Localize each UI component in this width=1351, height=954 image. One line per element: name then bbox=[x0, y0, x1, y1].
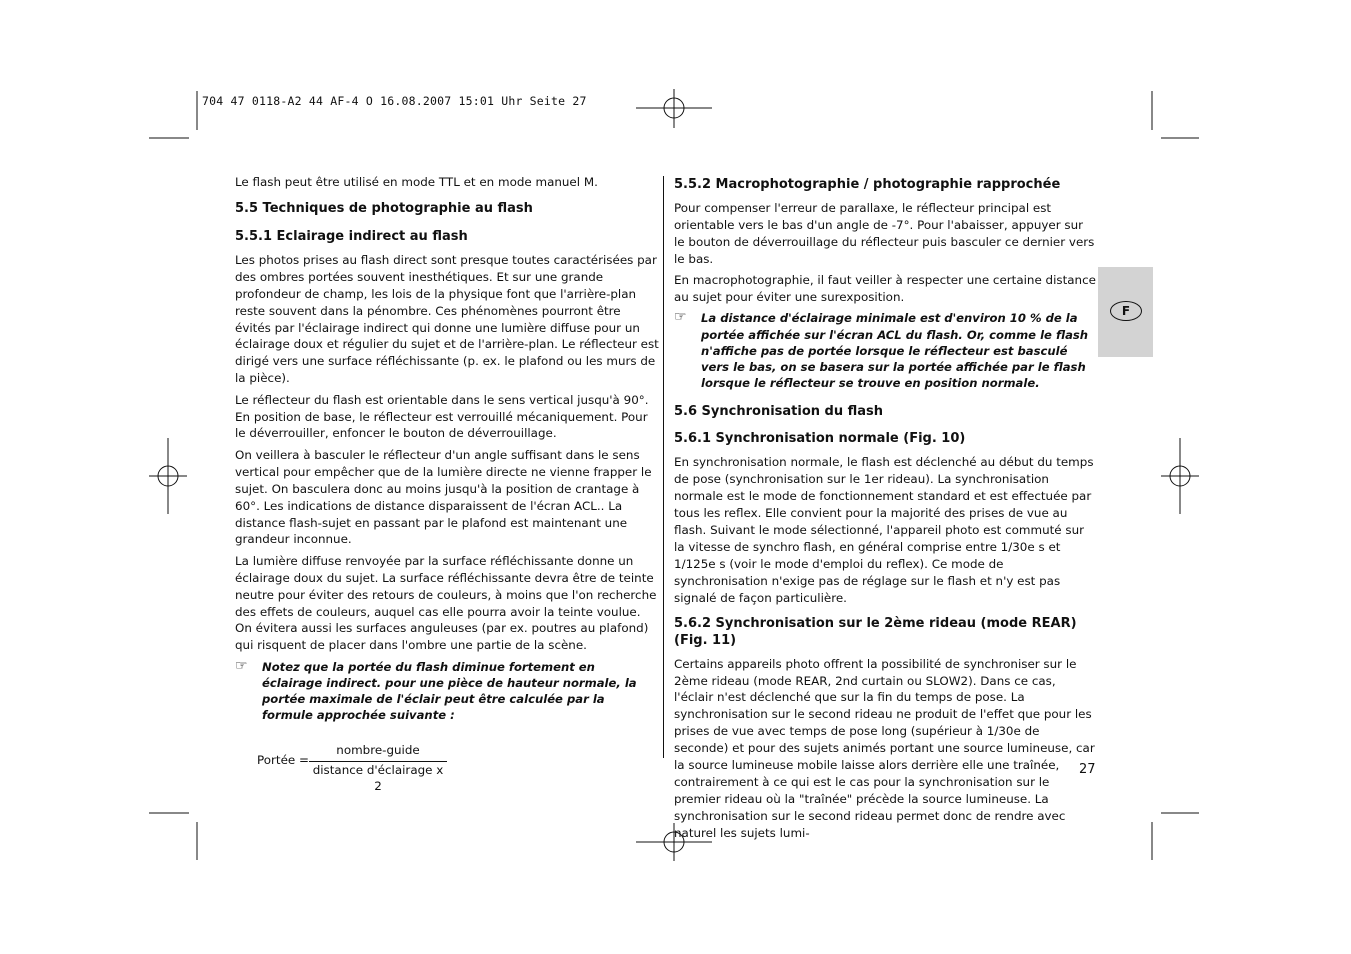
paragraph: Certains appareils photo offrent la possibilité de synchroniser sur le 2ème rideau (mode REAR, 2nd curtain ou SLOW2). Dans ce cas, l'éclair n'est déclenché que sur la fin du temps de pose. La synchronisation sur le second rideau ne produit de l'effet que pour les prises de vue avec temps de pose long (supérieur à 1/30e de seconde) et pour des sujets animés portant une source lumineuse, car la source lumineuse mobile laisse alors derrière elle une traînée, contrairement à ce qui est le cas pour la synchronisation sur le premier rideau où la "traînée" précède la source lumineuse. La synchronisation sur le second rideau permet donc de rendre avec naturel les sujets lumi- bbox=[674, 656, 1095, 840]
paragraph: En synchronisation normale, le flash est déclenché au début du temps de pose (synchronisation sur le 1er rideau). La synchronisation normale est le mode de fonctionnement standard et est effectuée par tous les reflex. Elle convient pour la majorité des prises de vue au flash. Suivant le mode sélectionné, l'appareil photo est commuté sur la vitesse de synchro flash, en général comprise entre 1/30e s et 1/125e s (voir le mode d'emploi du reflex). Ce mode de synchronisation n'exige pas de réglage sur le flash et n'y est pas signalé de façon particulière. bbox=[674, 455, 1094, 605]
range-formula bbox=[235, 742, 659, 794]
heading-5-5-2: 5.5.2 Macrophotographie / photographie rapprochée bbox=[674, 177, 1061, 192]
heading-5-5: 5.5 Techniques de photographie au flash bbox=[235, 200, 533, 216]
paragraph: Les photos prises au flash direct sont presque toutes caractérisées par des ombres portées souvent inesthétiques. Et sur une grande profondeur de champ, les lois de la physique font que l'arrière-plan reste souvent dans la pénombre. Ces phénomènes pourront être évités par l'éclairage indirect qui donne une lumière diffuse pour un éclairage doux et régulier du sujet et de l'arrière-plan. Le réflecteur est dirigé vers une surface réfléchissante (p. ex. le plafond ou les murs de la pièce). bbox=[235, 252, 659, 386]
paragraph: La lumière diffuse renvoyée par la surface réfléchissante donne un éclairage doux du sujet. La surface réfléchissante devra être de teinte neutre pour éviter des retours de couleurs, à moins que l'on recherche des effets de couleurs, auquel cas elle pourra avoir la teinte voulue. On évitera aussi les surfaces anguleuses (par ex. poutres au plafond) qui risquent de placer dans l'ombre une partie de la scène. bbox=[235, 553, 657, 653]
print-slug: 704 47 0118-A2 44 AF-4 O 16.08.2007 15:01 Uhr Seite 27 bbox=[202, 94, 587, 108]
pointing-hand-icon: ☞ bbox=[235, 657, 248, 674]
heading-5-6-1: 5.6.1 Synchronisation normale (Fig. 10) bbox=[674, 431, 966, 447]
note bbox=[235, 659, 659, 724]
heading-5-6: 5.6 Synchronisation du flash bbox=[674, 404, 884, 420]
left-column bbox=[235, 174, 659, 794]
page-number: 27 bbox=[1079, 762, 1096, 777]
pointing-hand-icon: ☞ bbox=[674, 309, 687, 326]
formula-numerator: nombre-guide bbox=[336, 742, 420, 757]
registration-mark-right bbox=[1161, 438, 1199, 514]
paragraph: En macrophotographie, il faut veiller à respecter une certaine distance au sujet pour éviter une surexposition. bbox=[674, 273, 1096, 305]
paragraph: On veillera à basculer le réflecteur d'un angle suffisant dans le sens vertical pour empêcher que de la lumière directe ne vienne frapper le sujet. On basculera donc au moins jusqu'à la position de crantage à 60°. Les indications de distance disparaissent de l'écran ACL.. La distance flash-sujet en passant par le plafond est maintenant une grandeur inconnue. bbox=[235, 447, 652, 547]
column-divider bbox=[663, 176, 664, 758]
registration-mark-left bbox=[149, 438, 187, 514]
intro-text: Le flash peut être utilisé en mode TTL et en mode manuel M. bbox=[235, 175, 598, 189]
note-text: La distance d'éclairage minimale est d'environ 10 % de la portée affichée sur l'écran ACL du flash. Or, comme le flash n'affiche pas de portée lorsque le réflecteur est basculé vers le bas, on se basera sur la portée affichée par le flash lorsque le réflecteur se trouve en position normale. bbox=[701, 311, 1089, 391]
paragraph: Pour compenser l'erreur de parallaxe, le réflecteur principal est orientable vers le bas d'un angle de -7°. Pour l'abaisser, appuyer sur le bouton de déverrouillage du réflecteur puis basculer ce dernier vers le bas. bbox=[674, 201, 1095, 266]
paragraph: Le réflecteur du flash est orientable dans le sens vertical jusqu'à 90°. En position de base, le réflecteur est verrouillé mécaniquement. Pour le déverrouiller, enfoncer le bouton de déverrouillage. bbox=[235, 392, 649, 441]
heading-5-6-2: 5.6.2 Synchronisation sur le 2ème rideau (mode REAR) (Fig. 11) bbox=[674, 615, 1077, 648]
registration-mark-top bbox=[636, 89, 712, 128]
heading-5-5-1: 5.5.1 Eclairage indirect au flash bbox=[235, 228, 468, 244]
language-tab bbox=[1098, 267, 1153, 357]
right-column bbox=[674, 174, 1097, 846]
note bbox=[674, 310, 1097, 391]
formula-denominator: distance d'éclairage x 2 bbox=[312, 762, 444, 794]
note-text: Notez que la portée du flash diminue fortement en éclairage indirect. pour une pièce de hauteur normale, la portée maximale de l'éclair peut être calculée par la formule approchée suivante : bbox=[262, 659, 637, 723]
language-tab-letter: F bbox=[1110, 301, 1142, 321]
formula-label: Portée = bbox=[257, 752, 309, 767]
